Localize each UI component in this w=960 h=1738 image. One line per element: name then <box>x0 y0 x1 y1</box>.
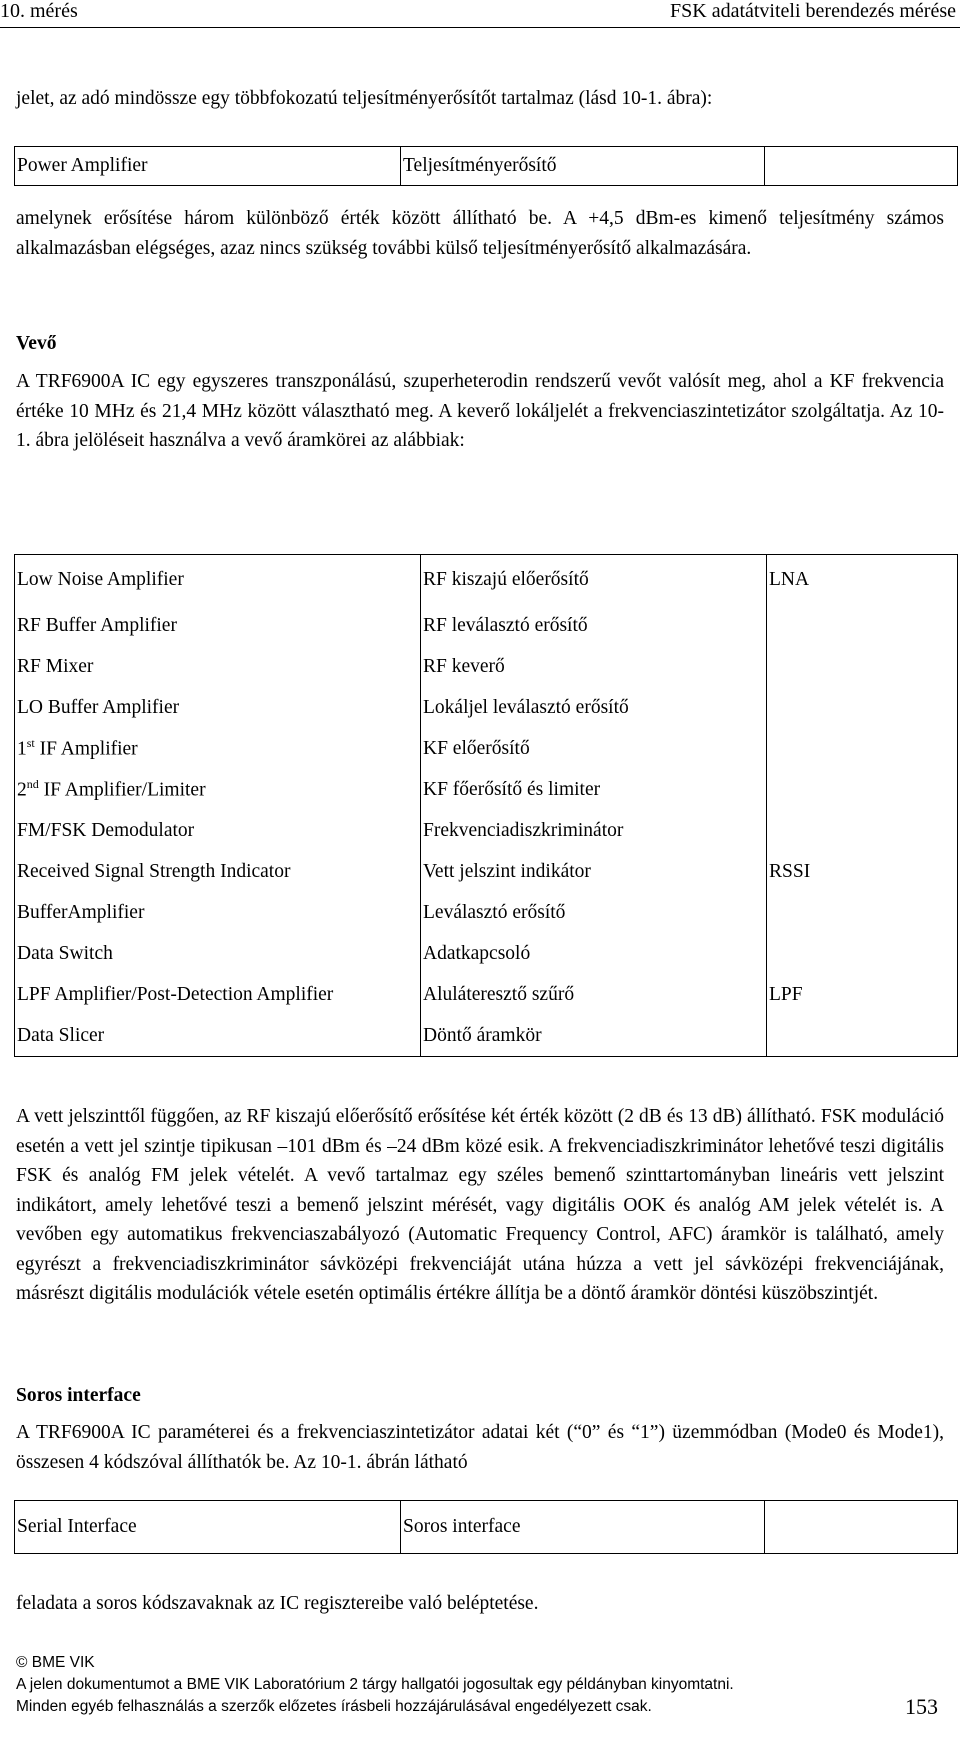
header-divider <box>0 27 960 28</box>
table-row <box>15 605 958 646</box>
table-cell-abbr <box>767 810 958 851</box>
table-row <box>15 687 958 728</box>
table-cell-abbr <box>767 769 958 810</box>
table-cell-abbr: RSSI <box>767 851 958 892</box>
ordinal-number: 2 <box>17 779 27 801</box>
table-cell-abbr <box>767 646 958 687</box>
footer-line-2: Minden egyéb felhasználás a szerzők előzetes írásbeli hozzájárulásával engedélyezett csak. <box>16 1698 652 1715</box>
table-cell-hu: Frekvenciadiszkriminátor <box>421 810 767 851</box>
header-title: FSK adatátviteli berendezés mérése <box>670 0 956 22</box>
table-cell-hu: KF előerősítő <box>421 728 767 769</box>
ordinal-suffix: nd <box>26 777 39 792</box>
footer-line-1: A jelen dokumentumot a BME VIK Laboratórium 2 tárgy hallgatói jogosultak egy példányban kinyomtatni. <box>16 1676 734 1693</box>
table-cell-hu: RF kiszajú előerősítő <box>421 555 767 606</box>
table-cell-abbr <box>767 1015 958 1057</box>
table-row <box>15 555 958 606</box>
table-row <box>15 147 958 186</box>
table-cell-hu: RF leválasztó erősítő <box>421 605 767 646</box>
table-cell-en: Low Noise Amplifier <box>15 555 421 606</box>
table-row <box>15 1501 958 1554</box>
table-cell-abbr: LNA <box>767 555 958 606</box>
page-number: 153 <box>905 1694 938 1719</box>
table-cell-abbr <box>767 687 958 728</box>
table-cell-hu: Döntő áramkör <box>421 1015 767 1057</box>
table-cell-en: Power Amplifier <box>15 147 401 186</box>
page-header <box>0 0 960 26</box>
table-cell-abbr <box>767 892 958 933</box>
table-cell-hu: Adatkapcsoló <box>421 933 767 974</box>
table-cell-hu: Teljesítményerősítő <box>401 147 765 186</box>
table-cell-hu: Vett jelszint indikátor <box>421 851 767 892</box>
paragraph-receiver: A TRF6900A IC egy egyszeres transzponálású, szuperheterodin rendszerű vevőt valósít meg, ahol a KF frekvencia értéke 10 MHz és 21,4 MHz között választható meg. A keverő lokáljelét a frekvenciaszintetizátor szolgáltatja. Az 10-1. ábra jelöléseit használva a vevő áramkörei az alábbiak: <box>16 371 944 451</box>
ordinal-suffix: st <box>26 736 35 751</box>
table-row <box>15 933 958 974</box>
table-row <box>15 892 958 933</box>
table-cell-abbr: LPF <box>767 974 958 1015</box>
table-cell-hu: Soros interface <box>401 1501 765 1554</box>
transmitter-table <box>14 146 958 186</box>
table-cell-en: Received Signal Strength Indicator <box>15 851 421 892</box>
paragraph-serial-end: feladata a soros kódszavaknak az IC regisztereibe való beléptetése. <box>16 1593 539 1614</box>
table-cell-abbr <box>767 933 958 974</box>
table-cell-hu: RF keverő <box>421 646 767 687</box>
table-cell-en: Data Slicer <box>15 1015 421 1057</box>
table-cell-en: LO Buffer Amplifier <box>15 687 421 728</box>
heading-vevo: Vevő <box>16 333 57 354</box>
table-cell-en: RF Buffer Amplifier <box>15 605 421 646</box>
table-row <box>15 728 958 769</box>
table-row <box>15 1015 958 1057</box>
serial-table <box>14 1500 958 1554</box>
table-cell-hu: Leválasztó erősítő <box>421 892 767 933</box>
paragraph-receiver-details: A vett jelszinttől függően, az RF kiszajú előerősítő erősítése két érték között (2 dB és 13 dB) állítható. FSK moduláció esetén a vett jel szintje tipikusan –101 dBm és –24 dBm közé esik. A frekvenciadiszkriminátor lehetővé teszi digitális FSK és analóg FM jelek vételét. A vevő tartalmaz egy széles bemenő szinttartományban lineáris vett jelszint indikátort, amely lehetővé teszi a bemenő jelszint mérését, vagy digitális OOK és analóg AM jelek vételét is. A vevőben egy automatikus frekvenciaszabályozó (Automatic Frequency Control, AFC) áramkör is található, amely egyrészt a frekvenciadiszkriminátor sávközépi frekvenciáját utána húzza a vett jel sávközépi frekvenciájának, másrészt digitális modulációk vétele esetén optimális értékre állítja be a döntő áramkör döntési küszöbszintjét. <box>16 1106 944 1304</box>
table-row <box>15 810 958 851</box>
table-cell-abbr <box>767 605 958 646</box>
table-cell-en: Serial Interface <box>15 1501 401 1554</box>
table-cell-hu: Lokáljel leválasztó erősítő <box>421 687 767 728</box>
table-row <box>15 769 958 810</box>
table-row <box>15 851 958 892</box>
table-cell-abbr <box>765 147 958 186</box>
table-cell-en: Data Switch <box>15 933 421 974</box>
intro-paragraph: jelet, az adó mindössze egy többfokozatú teljesítményerősítőt tartalmaz (lásd 10-1. ábra): <box>16 88 713 109</box>
table-cell-en: LPF Amplifier/Post-Detection Amplifier <box>15 974 421 1015</box>
ordinal-number: 1 <box>17 738 27 760</box>
paragraph-amp-gain: amelynek erősítése három különböző érték között állítható be. A +4,5 dBm-es kimenő teljesítmény számos alkalmazásban elégséges, azaz nincs szükség további külső teljesítményerősítő alkalmazására. <box>16 208 944 259</box>
table-cell-en-text: IF Amplifier/Limiter <box>38 779 206 801</box>
table-cell-en: RF Mixer <box>15 646 421 687</box>
table-cell-abbr <box>765 1501 958 1554</box>
table-cell-en: FM/FSK Demodulator <box>15 810 421 851</box>
heading-serial: Soros interface <box>16 1385 141 1406</box>
table-cell-en <box>15 728 421 769</box>
table-cell-abbr <box>767 728 958 769</box>
table-cell-hu: KF főerősítő és limiter <box>421 769 767 810</box>
table-row <box>15 646 958 687</box>
footer-copyright: © BME VIK <box>16 1654 95 1671</box>
table-cell-en-text: IF Amplifier <box>34 738 138 760</box>
header-chapter: 10. mérés <box>0 0 78 22</box>
table-cell-hu: Aluláteresztő szűrő <box>421 974 767 1015</box>
table-row <box>15 974 958 1015</box>
paragraph-serial: A TRF6900A IC paraméterei és a frekvenciaszintetizátor adatai két (“0” és “1”) üzemmódban (Mode0 és Mode1), összesen 4 kódszóval állíthatók be. Az 10-1. ábrán látható <box>16 1422 944 1473</box>
table-cell-en <box>15 769 421 810</box>
receiver-table <box>14 554 958 1057</box>
table-cell-en: BufferAmplifier <box>15 892 421 933</box>
